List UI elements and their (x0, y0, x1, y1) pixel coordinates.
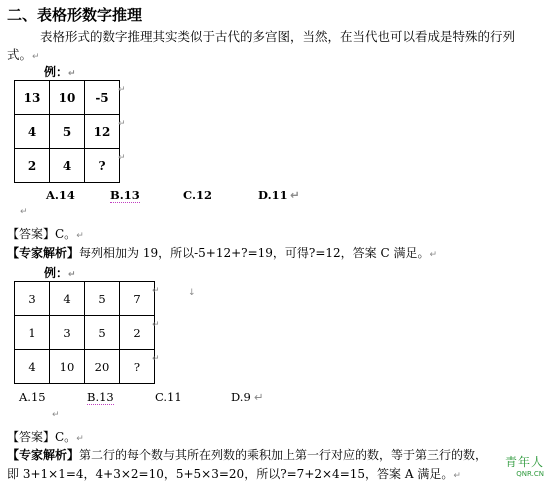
option-d: D.9 (231, 390, 251, 404)
grid-cell: 10 (50, 350, 85, 384)
example-1-label-text: 例： (44, 65, 69, 79)
return-mark: ↵ (152, 286, 160, 296)
option-d: D.11 (258, 188, 288, 202)
return-mark: ↵ (429, 250, 438, 260)
answer-text: 【答案】C。 (7, 430, 77, 444)
grid-cell: ? (120, 350, 155, 384)
intro-line-1: 表格形式的数字推理其实类似于古代的多宫图，当然，在当代也可以看成是特殊的行列 (40, 29, 516, 44)
analysis-label: 【专家解析】 (7, 448, 80, 462)
grid-cell: -5 (85, 81, 120, 115)
analysis-text: 即 3+1×1=4，4+3×2=10，5+5×3=20，所以?=7+2×4=15，答案 A 满足。 (7, 467, 454, 481)
example-2-label (44, 264, 76, 281)
return-mark: ↵ (68, 69, 76, 79)
grid-cell: 20 (85, 350, 120, 384)
return-mark: ↵ (118, 119, 126, 129)
return-mark: ↵ (52, 410, 60, 420)
grid-cell: 10 (50, 81, 85, 115)
answer-text: 【答案】C。 (7, 227, 77, 241)
grid-cell: 3 (15, 282, 50, 316)
grid-cell: 4 (50, 149, 85, 183)
return-mark: ↵ (118, 153, 126, 163)
example-2-analysis-line-1 (7, 446, 487, 463)
analysis-text: 第二行的每个数与其所在列数的乘积加上第一行对应的数，等于第三行的数， (79, 448, 488, 462)
example-1-analysis (7, 244, 437, 261)
grid-cell: 4 (50, 282, 85, 316)
watermark-url: QNR.CN (516, 470, 544, 478)
return-mark: ↵ (118, 85, 126, 95)
grid-cell: 7 (120, 282, 155, 316)
return-mark: ↵ (290, 188, 300, 202)
watermark-logo: 青年人 (504, 455, 544, 469)
option-b: B.13 (110, 188, 140, 202)
return-mark: ↵ (68, 270, 76, 280)
grid-cell: 5 (85, 282, 120, 316)
example-2-label-text: 例： (44, 266, 69, 280)
analysis-label: 【专家解析】 (7, 246, 80, 260)
grid-cell: 4 (15, 350, 50, 384)
example-1-answer (7, 225, 84, 242)
arrow-mark: ↓ (188, 288, 196, 298)
grid-cell: 2 (15, 149, 50, 183)
example-1-grid (14, 80, 120, 183)
example-2-grid (14, 281, 155, 384)
grid-cell: 5 (85, 316, 120, 350)
return-mark: ↵ (254, 390, 264, 404)
return-mark: ↵ (32, 52, 40, 62)
intro-line-2-text: 式。 (7, 47, 33, 62)
grid-cell: 12 (85, 115, 120, 149)
return-mark: ↵ (76, 434, 84, 444)
grid-cell: 13 (15, 81, 50, 115)
option-c: C.12 (183, 188, 212, 202)
grid-row (15, 115, 120, 149)
grid-row (15, 316, 155, 350)
return-mark: ↵ (20, 207, 28, 217)
example-1-label (44, 63, 76, 80)
analysis-text: 每列相加为 19，所以-5+12+?=19，可得?=12，答案 C 满足。 (79, 246, 430, 260)
grid-cell: ? (85, 149, 120, 183)
example-2-analysis-line-2 (7, 465, 461, 482)
intro-line-2 (7, 45, 40, 63)
grid-row (15, 282, 155, 316)
grid-row (15, 149, 120, 183)
grid-row (15, 350, 155, 384)
return-mark: ↵ (76, 231, 84, 241)
option-a: A.14 (46, 188, 75, 202)
option-a: A.15 (19, 390, 46, 404)
grid-cell: 2 (120, 316, 155, 350)
grid-cell: 4 (15, 115, 50, 149)
return-mark: ↵ (453, 471, 461, 481)
grid-row (15, 81, 120, 115)
return-mark: ↵ (152, 320, 160, 330)
example-2-answer (7, 428, 84, 445)
grid-cell: 5 (50, 115, 85, 149)
return-mark: ↵ (152, 354, 160, 364)
grid-cell: 1 (15, 316, 50, 350)
section-title: 二、表格形数字推理 (7, 6, 143, 24)
option-b: B.13 (87, 390, 114, 404)
watermark (505, 453, 544, 478)
grid-cell: 3 (50, 316, 85, 350)
option-c: C.11 (155, 390, 182, 404)
